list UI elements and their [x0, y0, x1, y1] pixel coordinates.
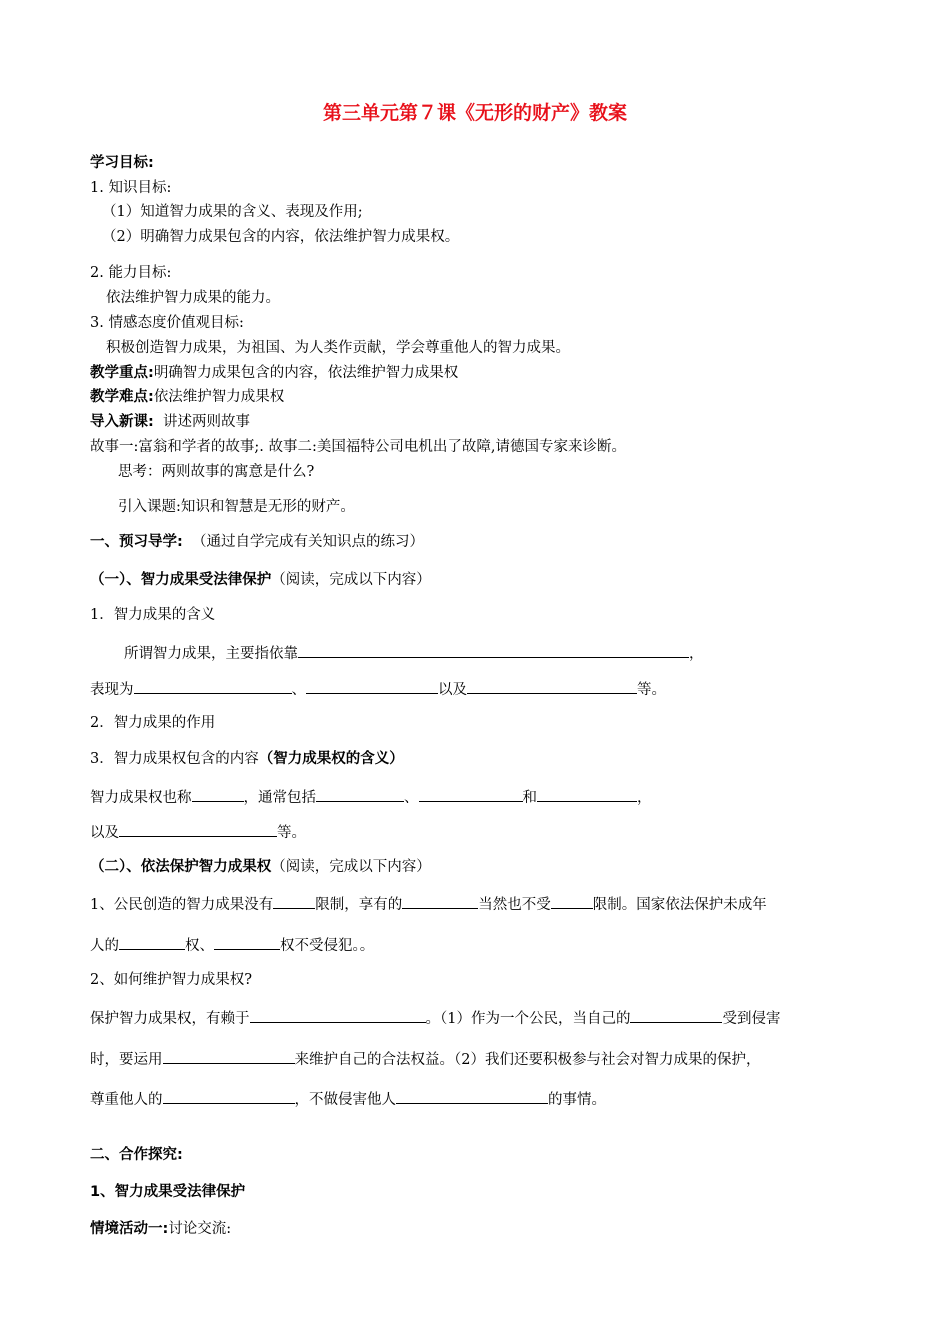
page-title: 第三单元第７课《无形的财产》教案: [322, 102, 627, 124]
fill-blank[interactable]: [306, 678, 438, 694]
sub1-heading: （一）、智力成果受法律保护: [90, 572, 272, 588]
emotion-objective-label: 3. 情感态度价值观目标:: [90, 315, 244, 331]
section1-heading-line: [90, 532, 424, 552]
fill-blank[interactable]: [419, 786, 523, 802]
sub1-note: （阅读，完成以下内容）: [271, 572, 431, 588]
p3-line2: [90, 1048, 760, 1070]
fill-blank[interactable]: [402, 893, 478, 909]
section1-heading: 一、预习导学:: [90, 534, 183, 550]
knowledge-objective-label: 1. 知识目标:: [90, 180, 172, 196]
p1-text-g: 权不受侵犯。。: [280, 938, 375, 954]
q3-line2-text-a: 以及: [90, 825, 119, 841]
p1-text-b: 限制，享有的: [315, 897, 403, 913]
intro-text: 讲述两则故事: [163, 414, 251, 430]
fill-blank[interactable]: [396, 1088, 548, 1104]
activity-text: 讨论交流:: [168, 1221, 232, 1237]
q3-line2: [90, 821, 306, 843]
q3-line2-text-b: 等。: [277, 825, 306, 841]
p2: 2、如何维护智力成果权?: [90, 972, 252, 988]
p3-line3: [90, 1088, 606, 1110]
difficulty: [90, 387, 284, 407]
key-point-text: 明确智力成果包含的内容，依法维护智力成果权: [153, 365, 459, 381]
section1-note: （通过自学完成有关知识点的练习）: [192, 534, 425, 550]
difficulty-label: 教学难点:: [90, 389, 154, 405]
q3-line1-text-c: 、: [404, 790, 419, 806]
emotion-objective-text: 积极创造智力成果，为祖国、为人类作贡献，学会尊重他人的智力成果。: [106, 340, 570, 356]
p1-text-e: 人的: [90, 938, 119, 954]
p1-text-c: 当然也不受: [478, 897, 551, 913]
q1-line1-text-b: ，: [689, 646, 704, 662]
q1: 1．智力成果的含义: [90, 607, 216, 623]
section2-heading: 二、合作探究:: [90, 1147, 183, 1163]
intro-think: 思考：两则故事的寓意是什么?: [118, 464, 315, 480]
fill-blank[interactable]: [551, 893, 593, 909]
intro-topic: 引入课题:知识和智慧是无形的财产。: [118, 499, 355, 515]
p3-text-a: 保护智力成果权，有赖于: [90, 1011, 250, 1027]
p3-text-f: 尊重他人的: [90, 1092, 163, 1108]
q1-line2-text-b: 、: [291, 682, 306, 698]
q1-line2-text-c: 以及: [438, 682, 467, 698]
p3-text-g: ，不做侵害他人: [294, 1092, 396, 1108]
intro-label: 导入新课:: [90, 414, 154, 430]
fill-blank[interactable]: [630, 1007, 722, 1023]
q3-bold-text: （智力成果权的含义）: [258, 751, 404, 767]
sub2-heading-line: [90, 857, 431, 877]
fill-blank[interactable]: [119, 821, 277, 837]
p3-text-h: 的事情。: [548, 1092, 606, 1108]
p3-text-d: 时，要运用: [90, 1052, 163, 1068]
fill-blank[interactable]: [163, 1048, 295, 1064]
fill-blank[interactable]: [537, 786, 637, 802]
sub1-heading-line: [90, 570, 431, 590]
fill-blank[interactable]: [134, 678, 292, 694]
p1-text-a: 1、公民创造的智力成果没有: [90, 897, 274, 913]
fill-blank[interactable]: [214, 934, 280, 950]
p1-line1: [90, 893, 767, 915]
fill-blank[interactable]: [273, 893, 315, 909]
p3-text-e: 来维护自己的合法权益。（2）我们还要积极参与社会对智力成果的保护，: [294, 1052, 761, 1068]
q3-line1-text-d: 和: [522, 790, 537, 806]
section2-sub1: 1、智力成果受法律保护: [90, 1184, 246, 1200]
p3-line1: [90, 1007, 780, 1029]
fill-blank[interactable]: [163, 1088, 295, 1104]
q1-line2-text-a: 表现为: [90, 682, 134, 698]
intro: [90, 412, 250, 432]
ability-objective-text: 依法维护智力成果的能力。: [106, 290, 280, 306]
q1-line2: [90, 678, 666, 700]
fill-blank[interactable]: [316, 786, 404, 802]
fill-blank[interactable]: [192, 786, 244, 802]
q2: 2．智力成果的作用: [90, 715, 216, 731]
fill-blank[interactable]: [467, 678, 637, 694]
fill-blank[interactable]: [298, 642, 689, 658]
p3-text-b: 。（1）作为一个公民，当自己的: [425, 1011, 631, 1027]
p1-text-d: 限制。国家依法保护未成年: [592, 897, 767, 913]
p1-line2: [90, 934, 374, 956]
q3: [90, 749, 404, 769]
difficulty-text: 依法维护智力成果权: [153, 389, 285, 405]
q3-line1-text-a: 智力成果权也称: [90, 790, 192, 806]
sub2-heading: （二）、依法保护智力成果权: [90, 859, 272, 875]
q3-line1-text-b: ，通常包括: [243, 790, 316, 806]
intro-stories: 故事一:富翁和学者的故事;. 故事二:美国福特公司电机出了故障,请德国专家来诊断。: [90, 439, 626, 455]
q3-line1-text-e: ，: [637, 790, 652, 806]
activity-label: 情境活动一:: [90, 1221, 169, 1237]
q3-line1: [90, 786, 652, 808]
knowledge-item-2: （2）明确智力成果包含的内容，依法维护智力成果权。: [102, 229, 460, 245]
activity-line: [90, 1219, 231, 1239]
objectives-heading: 学习目标:: [90, 155, 154, 171]
q3-text: 3．智力成果权包含的内容: [90, 751, 259, 767]
fill-blank[interactable]: [250, 1007, 426, 1023]
q1-line1-text-a: 所谓智力成果，主要指依靠: [124, 646, 298, 662]
ability-objective-label: 2. 能力目标:: [90, 265, 172, 281]
key-point: [90, 363, 458, 383]
q1-line2-text-d: 等。: [637, 682, 666, 698]
knowledge-item-1: （1）知道智力成果的含义、表现及作用;: [102, 204, 363, 220]
p3-text-c: 受到侵害: [722, 1011, 781, 1027]
key-point-label: 教学重点:: [90, 365, 154, 381]
fill-blank[interactable]: [119, 934, 185, 950]
p1-text-f: 权、: [185, 938, 214, 954]
sub2-note: （阅读，完成以下内容）: [271, 859, 431, 875]
q1-line1: [124, 642, 704, 664]
